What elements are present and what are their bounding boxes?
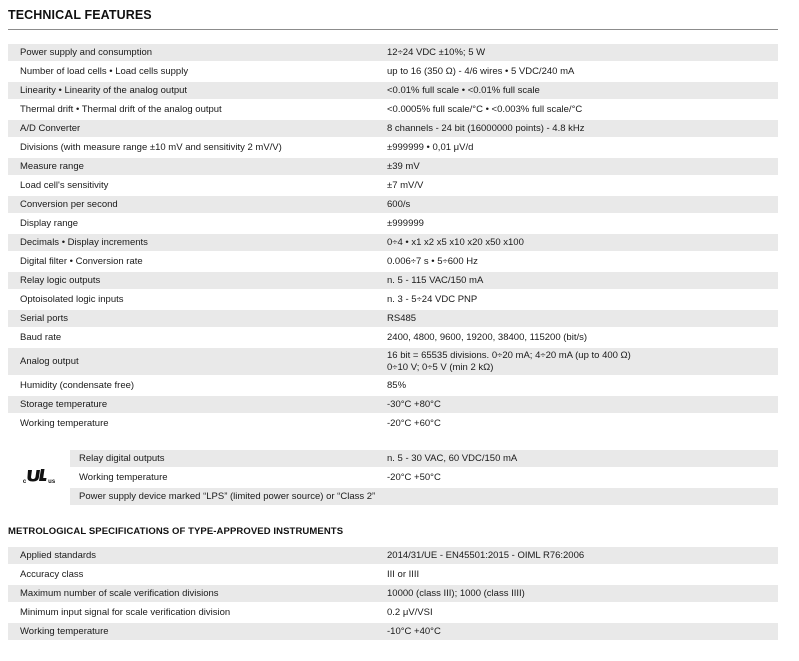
spec-label: Baud rate (8, 329, 378, 346)
spec-row (8, 215, 778, 232)
spec-label: Decimals • Display increments (8, 234, 378, 251)
spec-row (8, 291, 778, 308)
spec-label: Working temperature (8, 623, 378, 640)
spec-value (378, 101, 778, 118)
spec-row (8, 63, 778, 80)
spec-row (8, 120, 778, 137)
technical-features-table (8, 42, 778, 434)
technical-features-title: TECHNICAL FEATURES (8, 8, 152, 22)
spec-row (8, 196, 778, 213)
spec-row (8, 101, 778, 118)
spec-value-line: ±39 mV (387, 160, 420, 172)
ul-mark-icon (27, 468, 47, 482)
spec-label: A/D Converter (8, 120, 378, 137)
spec-value (378, 585, 778, 602)
spec-row (8, 566, 778, 583)
spec-value-line: 0÷4 • x1 x2 x5 x10 x20 x50 x100 (387, 236, 524, 248)
spec-value-line: III or IIII (387, 568, 420, 580)
spec-value (378, 623, 778, 640)
spec-label: Display range (8, 215, 378, 232)
spec-row (8, 234, 778, 251)
spec-value (378, 196, 778, 213)
spec-row (8, 310, 778, 327)
spec-row (8, 396, 778, 413)
spec-value-line: <0.0005% full scale/°C • <0.003% full scale/°C (387, 103, 583, 115)
spec-value-line: n. 3 - 5÷24 VDC PNP (387, 293, 478, 305)
spec-value-line: RS485 (387, 312, 417, 324)
spec-value (378, 82, 778, 99)
spec-label: Analog output (8, 348, 378, 375)
spec-value-line: up to 16 (350 Ω) - 4/6 wires • 5 VDC/240 mA (387, 65, 575, 77)
spec-value (378, 215, 778, 232)
spec-value-line: 85% (387, 379, 407, 391)
spec-value (378, 604, 778, 621)
ul-listed-logo (23, 468, 55, 486)
spec-row (8, 415, 778, 432)
spec-value (378, 139, 778, 156)
spec-row (8, 139, 778, 156)
spec-row (8, 585, 778, 602)
ul-row (8, 469, 778, 486)
spec-row (8, 158, 778, 175)
spec-value-line: -10°C +40°C (387, 625, 441, 637)
spec-value-line: 8 channels - 24 bit (16000000 points) - 4.8 kHz (387, 122, 585, 134)
spec-value (378, 234, 778, 251)
spec-label: Working temperature (8, 415, 378, 432)
ul-certification-table (8, 448, 778, 507)
ul-row (8, 450, 778, 467)
spec-value-line: 0.006÷7 s • 5÷600 Hz (387, 255, 478, 267)
spec-row (8, 547, 778, 564)
spec-value-line: ±999999 • 0,01 μV/d (387, 141, 474, 153)
spec-value-line: <0.01% full scale • <0.01% full scale (387, 84, 540, 96)
spec-row (8, 44, 778, 61)
spec-label: Load cell's sensitivity (8, 177, 378, 194)
ul-note-row (8, 488, 778, 505)
spec-value (378, 177, 778, 194)
spec-value-line: n. 5 - 115 VAC/150 mA (387, 274, 484, 286)
ul-row-label: Working temperature (70, 469, 378, 486)
spec-value (378, 158, 778, 175)
ul-logo-us: us (48, 479, 56, 485)
spec-label: Linearity • Linearity of the analog output (8, 82, 378, 99)
spec-row (8, 377, 778, 394)
spec-row (8, 604, 778, 621)
spec-label: Serial ports (8, 310, 378, 327)
spec-label: Number of load cells • Load cells supply (8, 63, 378, 80)
spec-value-line: -20°C +60°C (387, 417, 441, 429)
metrological-title: METROLOGICAL SPECIFICATIONS OF TYPE-APPROVED INSTRUMENTS (8, 526, 344, 537)
spec-label: Relay logic outputs (8, 272, 378, 289)
title-rule (8, 29, 778, 30)
spec-row (8, 623, 778, 640)
spec-row (8, 253, 778, 270)
spec-value-line: ±999999 (387, 217, 424, 229)
spec-value (378, 547, 778, 564)
spec-value (378, 566, 778, 583)
spec-value (378, 415, 778, 432)
spec-label: Applied standards (8, 547, 378, 564)
ul-note: Power supply device marked “LPS” (limited power source) or “Class 2” (70, 488, 778, 505)
spec-value (378, 253, 778, 270)
spec-label: Storage temperature (8, 396, 378, 413)
ul-logo-cell (8, 450, 70, 505)
spec-label: Minimum input signal for scale verification division (8, 604, 378, 621)
spec-value (378, 396, 778, 413)
spec-label: Power supply and consumption (8, 44, 378, 61)
spec-value (378, 310, 778, 327)
spec-value-line: 10000 (class III); 1000 (class IIII) (387, 587, 525, 599)
spec-value (378, 377, 778, 394)
spec-label: Humidity (condensate free) (8, 377, 378, 394)
spec-value (378, 272, 778, 289)
spec-value (378, 329, 778, 346)
spec-value (378, 44, 778, 61)
spec-label: Thermal drift • Thermal drift of the analog output (8, 101, 378, 118)
spec-value-line: 16 bit = 65535 divisions. 0÷20 mA; 4÷20 mA (up to 400 Ω) (387, 349, 631, 361)
spec-label: Accuracy class (8, 566, 378, 583)
spec-row (8, 272, 778, 289)
spec-label: Divisions (with measure range ±10 mV and sensitivity 2 mV/V) (8, 139, 378, 156)
spec-value (378, 63, 778, 80)
spec-label: Measure range (8, 158, 378, 175)
spec-row (8, 177, 778, 194)
spec-value-line: 2014/31/UE - EN45501:2015 - OIML R76:2006 (387, 549, 585, 561)
spec-value-line: 600/s (387, 198, 411, 210)
spec-value-line: -30°C +80°C (387, 398, 441, 410)
spec-label: Digital filter • Conversion rate (8, 253, 378, 270)
metrological-table (8, 545, 778, 642)
spec-row (8, 348, 778, 375)
spec-label: Conversion per second (8, 196, 378, 213)
spec-value-line: 0.2 μV/VSI (387, 606, 433, 618)
spec-value-line: 2400, 4800, 9600, 19200, 38400, 115200 (bit/s) (387, 331, 588, 343)
spec-row (8, 329, 778, 346)
spec-value (378, 291, 778, 308)
ul-row-value: -20°C +50°C (378, 469, 778, 486)
ul-logo-c: c (22, 479, 27, 485)
ul-row-label: Relay digital outputs (70, 450, 378, 467)
spec-label: Maximum number of scale verification divisions (8, 585, 378, 602)
spec-value-line: 12÷24 VDC ±10%; 5 W (387, 46, 486, 58)
spec-value-line: 0÷10 V; 0÷5 V (min 2 kΩ) (387, 361, 494, 373)
ul-row-value: n. 5 - 30 VAC, 60 VDC/150 mA (378, 450, 778, 467)
ul-logo-mark (27, 468, 47, 486)
spec-row (8, 82, 778, 99)
spec-label: Optoisolated logic inputs (8, 291, 378, 308)
spec-value (378, 348, 778, 375)
spec-value-line: ±7 mV/V (387, 179, 424, 191)
spec-value (378, 120, 778, 137)
